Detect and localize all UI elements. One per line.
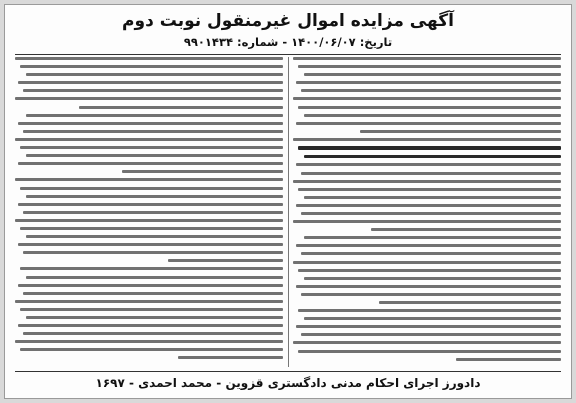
body-text-line	[122, 170, 283, 173]
body-text-line	[293, 138, 561, 141]
body-text-line	[304, 236, 561, 239]
body-text-line	[304, 196, 561, 199]
body-text-line	[298, 146, 561, 150]
body-text-line	[293, 57, 561, 60]
body-text-line	[18, 162, 283, 165]
header-rule	[15, 54, 561, 55]
notice-signature: دادورز اجرای احکام مدنی دادگستری قزوین - محمد احمدی - ۱۶۹۷	[95, 376, 481, 390]
body-text-line	[15, 300, 283, 303]
body-column-right	[293, 57, 561, 367]
body-text-line	[296, 285, 561, 288]
body-text-line	[298, 350, 561, 353]
body-text-right	[293, 57, 561, 361]
body-text-line	[26, 276, 283, 279]
body-text-line	[23, 211, 283, 214]
body-text-line	[304, 317, 561, 320]
body-text-line	[26, 114, 283, 117]
body-text-line	[26, 154, 283, 157]
body-column-left	[15, 57, 283, 367]
body-text-line	[304, 155, 561, 159]
notice-date-number: تاریخ: ۱۴۰۰/۰۶/۰۷ - شماره: ۹۹۰۱۴۳۴	[183, 35, 393, 49]
body-text-line	[79, 106, 283, 109]
body-text-line	[15, 219, 283, 222]
body-text-line	[15, 138, 283, 141]
body-text-line	[178, 356, 283, 359]
body-text-line	[296, 163, 561, 166]
body-text-line	[298, 309, 561, 312]
body-text-line	[296, 81, 561, 84]
body-text-line	[168, 259, 283, 262]
body-text-line	[296, 122, 561, 125]
notice-headline: آگهی مزایده اموال غیرمنقول نوبت دوم	[122, 11, 454, 31]
body-text-line	[20, 65, 283, 68]
body-text-line	[15, 178, 283, 181]
body-text-line	[301, 252, 561, 255]
body-text-line	[23, 251, 283, 254]
body-text-line	[26, 235, 283, 238]
body-text-line	[293, 341, 561, 344]
body-text-line	[293, 97, 561, 100]
body-text-line	[23, 292, 283, 295]
body-text-line	[20, 146, 283, 149]
body-text-line	[20, 308, 283, 311]
body-text-line	[23, 332, 283, 335]
body-text-line	[20, 267, 283, 270]
body-text-line	[20, 348, 283, 351]
footer-rule	[15, 371, 561, 372]
body-text-line	[23, 130, 283, 133]
body-text-line	[26, 316, 283, 319]
body-text-line	[301, 333, 561, 336]
body-text-line	[298, 65, 561, 68]
notice-sheet	[4, 4, 572, 399]
body-text-line	[301, 212, 561, 215]
body-text-line	[298, 188, 561, 191]
body-text-line	[304, 73, 561, 76]
body-text-line	[304, 114, 561, 117]
body-text-line	[298, 269, 561, 272]
body-text-line	[360, 130, 561, 133]
body-text-line	[20, 187, 283, 190]
body-text-line	[298, 106, 561, 109]
column-divider	[288, 57, 289, 367]
body-text-line	[301, 172, 561, 175]
body-text-line	[18, 284, 283, 287]
body-text-line	[26, 195, 283, 198]
body-text-line	[301, 293, 561, 296]
body-text-line	[456, 358, 561, 361]
body-text-line	[15, 340, 283, 343]
body-text-line	[18, 122, 283, 125]
body-text-line	[18, 203, 283, 206]
body-text-left	[15, 57, 283, 359]
body-text-line	[20, 227, 283, 230]
body-text-line	[293, 220, 561, 223]
body-text-line	[301, 89, 561, 92]
body-text-line	[379, 301, 561, 304]
body-text-line	[18, 81, 283, 84]
body-text-line	[296, 325, 561, 328]
body-text-line	[23, 89, 283, 92]
body-text-line	[18, 243, 283, 246]
body-text-line	[304, 277, 561, 280]
body-text-line	[296, 244, 561, 247]
body-text-line	[26, 73, 283, 76]
body-text-line	[293, 261, 561, 264]
body-text-line	[293, 180, 561, 183]
body-text-line	[296, 204, 561, 207]
body-text-line	[371, 228, 561, 231]
body-text-line	[15, 57, 283, 60]
body-text-line	[18, 324, 283, 327]
body-text-line	[15, 97, 283, 100]
